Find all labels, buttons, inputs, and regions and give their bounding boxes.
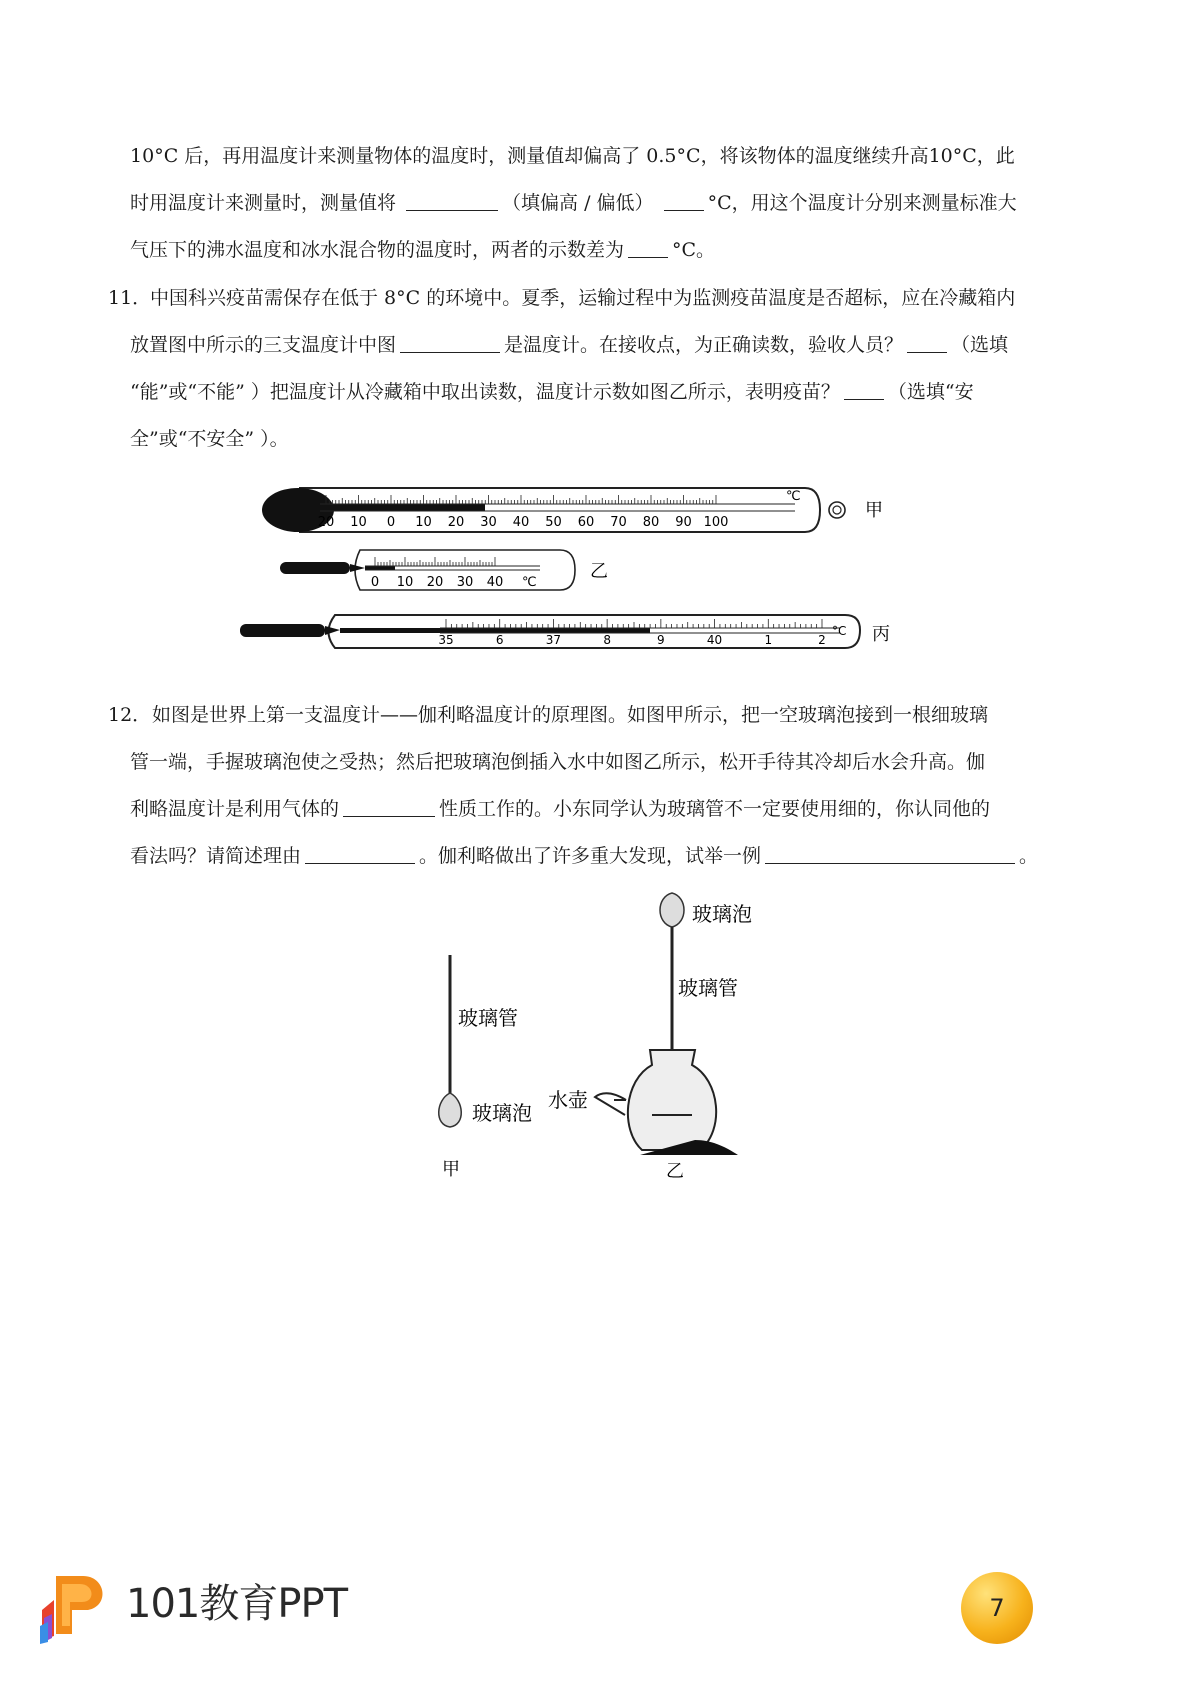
answer-blank[interactable] xyxy=(907,334,947,353)
yi-caption: 乙 xyxy=(666,1161,684,1182)
question-10-continuation xyxy=(130,133,1090,274)
bing-tick-marks xyxy=(446,619,822,628)
q11-text: 是温度计。在接收点，为正确读数，验收人员？ xyxy=(504,334,904,356)
q11-line-2 xyxy=(130,322,1090,369)
scale-label: 1 xyxy=(764,633,773,647)
bing-tick-labels xyxy=(438,633,825,647)
scale-label: 9 xyxy=(657,633,665,647)
answer-blank[interactable] xyxy=(406,192,498,211)
scale-label: 20 xyxy=(447,515,465,530)
q10-text: 气压下的沸水温度和冰水混合物的温度时，两者的示数差为 xyxy=(130,239,625,261)
q12-line-3 xyxy=(130,786,1092,833)
q10-text: °C。 xyxy=(672,239,716,261)
yi-bulb-label: 玻璃泡 xyxy=(692,902,752,926)
scale-label: 40 xyxy=(706,633,723,647)
q10-text: （填偏高 / 偏低） xyxy=(502,192,654,214)
q12-text: 。 xyxy=(1019,845,1039,867)
q10-text: 10 xyxy=(130,145,155,167)
q10-line-1 xyxy=(130,133,1090,180)
jia-tick-labels xyxy=(318,515,729,530)
answer-blank[interactable] xyxy=(343,798,435,817)
scale-label: 10 xyxy=(415,515,432,530)
q12-line-2: 管一端，手握玻璃泡使之受热；然后把玻璃泡倒插入水中如图乙所示，松开手待其冷却后水会升高。伽 xyxy=(130,751,986,773)
scale-label: 35 xyxy=(438,633,454,647)
scale-label: 10 xyxy=(350,515,367,530)
yi-tick-labels xyxy=(371,575,537,590)
q10-line-3 xyxy=(130,227,1090,274)
q12-text: 看法吗？请简述理由 xyxy=(130,845,302,867)
yi-label: 乙 xyxy=(590,561,608,582)
scale-label: 80 xyxy=(642,515,660,530)
answer-blank[interactable] xyxy=(765,845,1015,864)
page-number-badge: 7 xyxy=(961,1572,1033,1644)
scale-label: 60 xyxy=(577,515,595,530)
galileo-figure xyxy=(420,885,780,1185)
answer-blank[interactable] xyxy=(628,239,668,258)
q10-text: °C，将该物体的温度继续升高10 xyxy=(676,145,953,167)
q11-line-3 xyxy=(130,369,1090,416)
yi-unit-label: ℃ xyxy=(522,575,537,590)
q10-text: °C 后，再用温度计来测量物体的温度时，测量值却偏高了 0.5 xyxy=(154,145,677,167)
brand-name: 101教育PPT xyxy=(126,1581,348,1627)
q12-text: 。伽利略做出了许多重大发现，试举一例 xyxy=(419,845,762,867)
jia-bulb-label: 玻璃泡 xyxy=(472,1101,532,1125)
q10-text: 时用温度计来测量时，测量值将 xyxy=(130,192,403,214)
brand-logo-icon xyxy=(38,1566,118,1646)
q11-text: 放置图中所示的三支温度计中图 xyxy=(130,334,397,356)
answer-blank[interactable] xyxy=(305,845,415,864)
kettle-label: 水壶 xyxy=(548,1088,588,1112)
scale-label: 40 xyxy=(512,515,530,530)
q11-line-4: 全”或“不安全” ）。 xyxy=(130,428,289,450)
scale-label: 0 xyxy=(370,575,380,590)
q11-text: （选填“安 xyxy=(887,381,974,403)
q11-text: （选填 xyxy=(951,334,1009,356)
jia-tube-label: 玻璃管 xyxy=(458,1006,518,1030)
bing-label: 丙 xyxy=(872,624,890,645)
jia-caption: 甲 xyxy=(442,1159,460,1180)
scale-label: 20 xyxy=(317,515,335,530)
scale-label: 90 xyxy=(675,515,692,530)
q12-line-4 xyxy=(130,833,1092,880)
scale-label: 50 xyxy=(545,515,562,530)
jia-tick-marks xyxy=(326,495,716,504)
yi-tick-marks xyxy=(375,557,495,566)
scale-label: 30 xyxy=(456,575,474,590)
q10-text: °C，用这个温度计分别来测量标准大 xyxy=(707,192,1017,214)
figure-jia xyxy=(439,955,532,1180)
q10-text: °C，此 xyxy=(952,145,1015,167)
yi-tube-label: 玻璃管 xyxy=(678,976,738,1000)
jia-unit-label: ℃ xyxy=(786,489,801,504)
answer-blank[interactable] xyxy=(400,334,500,353)
scale-label: 2 xyxy=(818,633,826,647)
scale-label: 100 xyxy=(703,515,729,530)
scale-label: 70 xyxy=(610,515,627,530)
answer-blank[interactable] xyxy=(664,192,704,211)
scale-label: 0 xyxy=(386,515,396,530)
scale-label: 30 xyxy=(480,515,497,530)
figure-yi xyxy=(548,893,752,1182)
scale-label: 8 xyxy=(603,633,611,647)
scale-label: 10 xyxy=(396,575,414,590)
scale-label: 37 xyxy=(545,633,562,647)
q12-text: 性质工作的。小东同学认为玻璃管不一定要使用细的，你认同他的 xyxy=(439,798,991,820)
thermometer-jia xyxy=(262,488,883,532)
thermometer-yi xyxy=(280,550,608,590)
q11-text: “能”或“不能” ）把温度计从冷藏箱中取出读数，温度计示数如图乙所示，表明疫苗？ xyxy=(130,381,840,403)
scale-label: 6 xyxy=(495,633,504,647)
q10-line-2 xyxy=(130,180,1090,227)
q12-line-1: 如图是世界上第一支温度计——伽利略温度计的原理图。如图甲所示，把一空玻璃泡接到一根细玻璃 xyxy=(152,704,989,726)
question-12-number: 12． xyxy=(108,704,152,726)
thermometer-bing xyxy=(240,615,890,648)
q12-text: 利略温度计是利用气体的 xyxy=(130,798,340,820)
answer-blank[interactable] xyxy=(844,381,884,400)
jia-label: 甲 xyxy=(865,500,883,521)
scale-label: 40 xyxy=(486,575,504,590)
scale-label: 20 xyxy=(426,575,444,590)
question-11-number: 11． xyxy=(108,287,152,309)
bing-unit-label: °C xyxy=(832,624,847,638)
thermometer-figure xyxy=(240,480,960,680)
q11-line-1: 中国科兴疫苗需保存在低于 8°C 的环境中。夏季，运输过程中为监测疫苗温度是否超标，应在冷藏箱内 xyxy=(150,287,1016,309)
